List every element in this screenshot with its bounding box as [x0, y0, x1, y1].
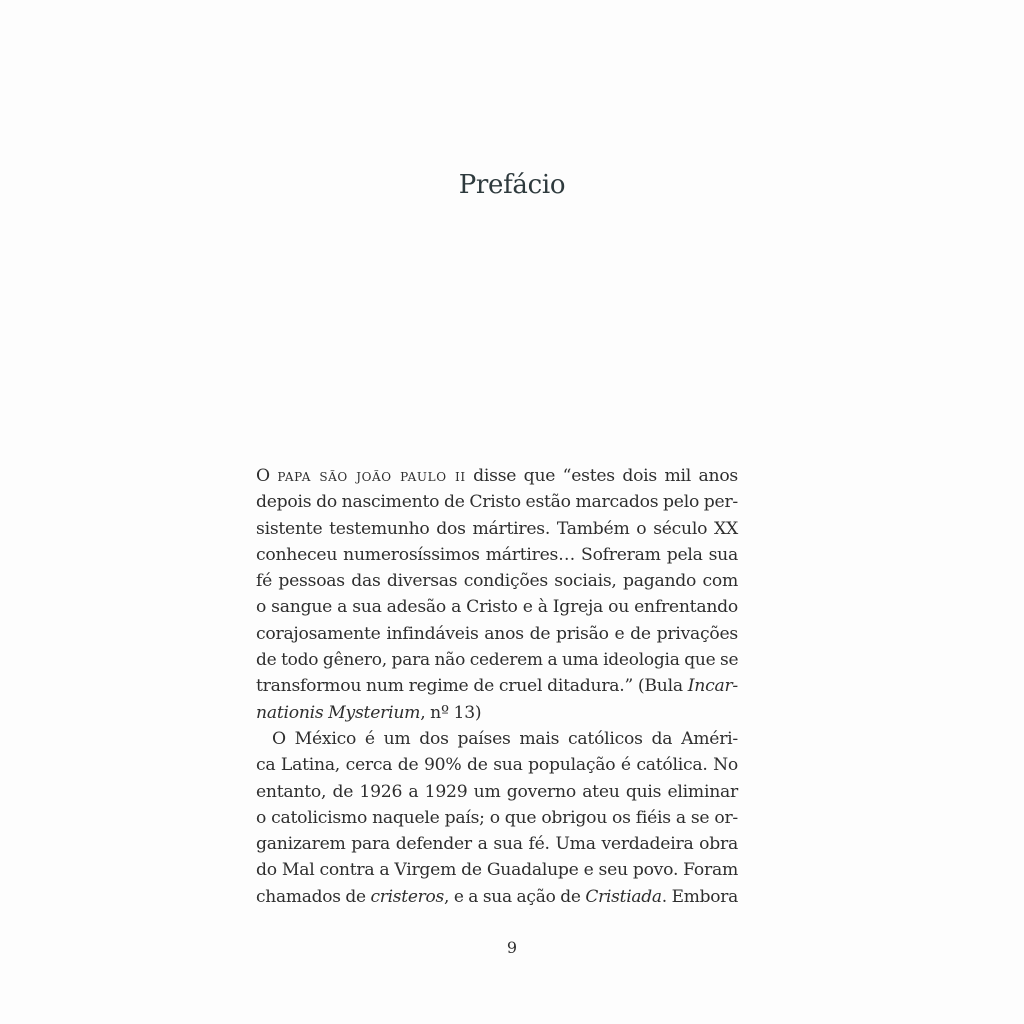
text-fragment: . Embora	[661, 886, 739, 907]
text-line: o sangue a sua adesão a Cristo e à Igreja ou enfrentando	[256, 597, 738, 618]
text-line: de todo gênero, para não cederem a uma ideologia que se	[256, 650, 739, 671]
page-number: 9	[506, 938, 518, 957]
text-line: O México é um dos países mais católicos da Améri-	[272, 728, 738, 749]
italic-title: nationis Mysterium	[256, 702, 421, 723]
text-fragment: disse que “estes dois mil anos	[473, 466, 738, 486]
smallcaps-name: papa são joão paulo ii	[277, 466, 466, 486]
text-fragment: , nº 13)	[420, 702, 482, 723]
text-line: do Mal contra a Virgem de Guadalupe e seu povo. Foram	[256, 860, 738, 881]
italic-term: cristeros	[370, 886, 445, 907]
body-text	[256, 463, 738, 910]
text-fragment: chamados de	[256, 886, 366, 907]
text-line	[256, 673, 738, 699]
text-line: ca Latina, cerca de 90% de sua população é católica. No	[256, 755, 738, 776]
text-line	[256, 700, 738, 726]
italic-term: Cristiada	[585, 886, 662, 907]
text-line: corajosamente infindáveis anos de prisão e de privações	[256, 623, 738, 644]
opening-word: O	[256, 466, 270, 486]
text-line: o catolicismo naquele país; o que obrigou os fiéis a se or-	[256, 807, 738, 828]
page-title: Prefácio	[458, 170, 566, 200]
text-fragment: , e a sua ação de	[444, 886, 581, 907]
text-line: conheceu numerosíssimos mártires… Sofreram pela sua	[256, 544, 738, 565]
italic-title: Incar-	[687, 676, 738, 697]
text-fragment: transformou num regime de cruel ditadura.” (Bula	[256, 676, 683, 697]
text-line	[256, 884, 738, 910]
text-line: depois do nascimento de Cristo estão marcados pelo per-	[256, 492, 738, 513]
text-line	[256, 463, 738, 489]
text-line: fé pessoas das diversas condições sociais, pagando com	[256, 571, 738, 592]
text-line: ganizarem para defender a sua fé. Uma verdadeira obra	[256, 834, 738, 855]
text-line: entanto, de 1926 a 1929 um governo ateu quis eliminar	[256, 781, 738, 802]
text-line: sistente testemunho dos mártires. Também o século XX	[256, 518, 738, 539]
